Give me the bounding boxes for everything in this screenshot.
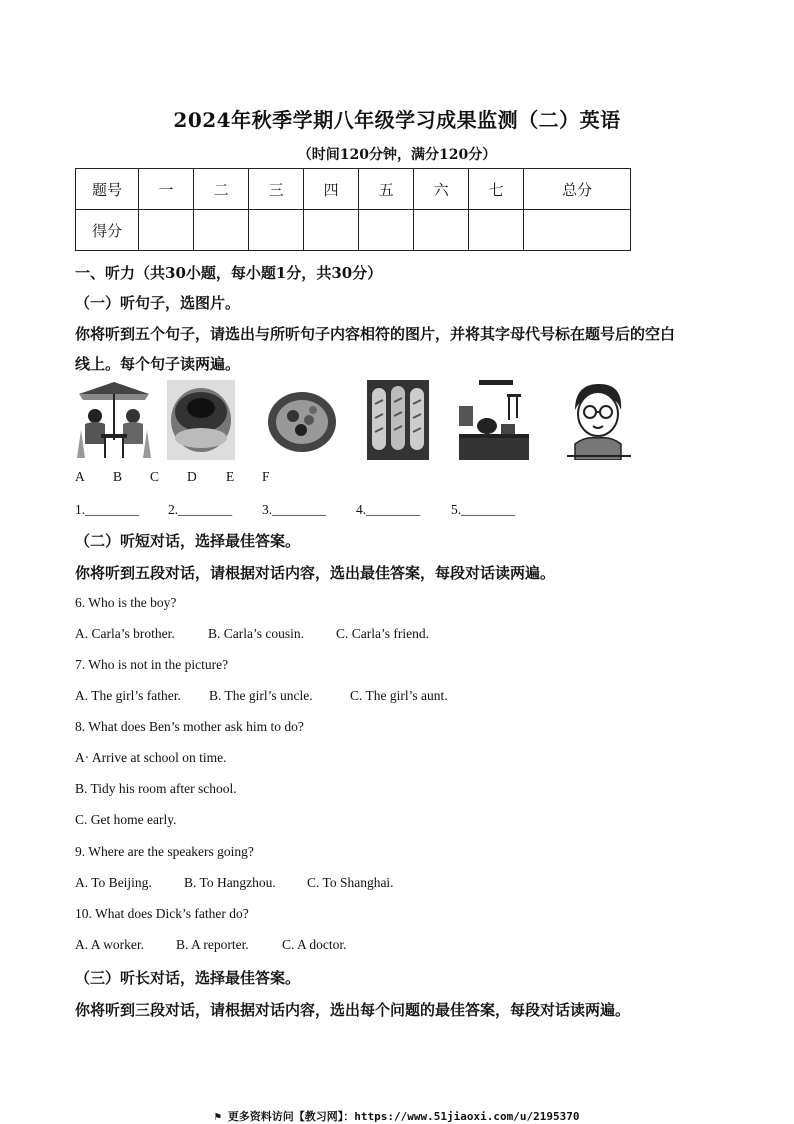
- answer-blank[interactable]: 4.________: [356, 502, 421, 517]
- answer-option[interactable]: B. Tidy his room after school.: [75, 781, 237, 796]
- part3-instruction: 你将听到三段对话，请根据对话内容，选出每个问题的最佳答案，每段对话读两遍。: [75, 1001, 631, 1019]
- answer-option[interactable]: B. The girl’s uncle.: [209, 688, 313, 703]
- page-subtitle: （时间120分钟，满分120分）: [297, 147, 497, 163]
- picture-kitchen-icon: [457, 380, 529, 460]
- footer-text: 更多资料访问【教习网】：https://www.51jiaoxi.com/u/2195370: [227, 1110, 580, 1123]
- question-text: 8. What does Ben’s mother ask him to do?: [75, 719, 304, 734]
- picture-letter: D: [187, 469, 197, 484]
- answer-option[interactable]: B. A reporter.: [176, 937, 249, 952]
- score-cell: 得分: [76, 210, 139, 251]
- score-input-cell[interactable]: [524, 210, 631, 251]
- section-heading: 一、听力（共30小题，每小题1分，共30分）: [75, 264, 383, 282]
- answer-option[interactable]: A. The girl’s father.: [75, 688, 181, 703]
- score-cell: 总分: [524, 169, 631, 210]
- score-cell: 五: [359, 169, 414, 210]
- score-input-cell[interactable]: [194, 210, 249, 251]
- score-cell: 七: [469, 169, 524, 210]
- answer-option[interactable]: B. Carla’s cousin.: [208, 626, 304, 641]
- score-input-cell[interactable]: [249, 210, 304, 251]
- part1-heading: （一）听句子，选图片。: [75, 294, 241, 312]
- picture-dish-icon: [263, 380, 341, 460]
- score-table-score-row: [76, 210, 631, 251]
- picture-boy-icon: [561, 380, 633, 460]
- picture-cafe-icon: [75, 380, 153, 460]
- picture-bread-icon: [367, 380, 429, 460]
- answer-blank[interactable]: 2.________: [168, 502, 233, 517]
- picture-mooncake-icon: [167, 380, 235, 460]
- score-input-cell[interactable]: [359, 210, 414, 251]
- picture-letter: F: [262, 469, 270, 484]
- answer-option[interactable]: A. To Beijing.: [75, 875, 152, 890]
- question-text: 7. Who is not in the picture?: [75, 657, 229, 672]
- part1-instruction: 线上。每个句子读两遍。: [75, 355, 241, 373]
- score-cell: 一: [139, 169, 194, 210]
- part2-instruction: 你将听到五段对话，请根据对话内容，选出最佳答案，每段对话读两遍。: [75, 564, 556, 582]
- picture-letter: C: [150, 469, 160, 484]
- picture-row: [75, 380, 635, 464]
- part2-heading: （二）听短对话，选择最佳答案。: [75, 532, 301, 550]
- page-title: 2024年秋季学期八年级学习成果监测（二）英语: [173, 108, 621, 132]
- picture-letter: B: [113, 469, 123, 484]
- answer-option[interactable]: C. The girl’s aunt.: [350, 688, 448, 703]
- part3-heading: （三）听长对话，选择最佳答案。: [75, 969, 301, 987]
- score-table: [75, 168, 631, 251]
- answer-option[interactable]: A. Carla’s brother.: [75, 626, 175, 641]
- answer-option[interactable]: A. A worker.: [75, 937, 144, 952]
- question-text: 6. Who is the boy?: [75, 595, 177, 610]
- question-text: 10. What does Dick’s father do?: [75, 906, 249, 921]
- answer-option[interactable]: C. Get home early.: [75, 812, 177, 827]
- score-cell: 题号: [76, 169, 139, 210]
- answer-blank[interactable]: 3.________: [262, 502, 327, 517]
- score-table-header-row: [76, 169, 631, 210]
- answer-option[interactable]: C. Carla’s friend.: [336, 626, 429, 641]
- question-text: 9. Where are the speakers going?: [75, 844, 254, 859]
- flag-icon: ⚑: [214, 1110, 222, 1123]
- score-cell: 四: [304, 169, 359, 210]
- picture-letter: A: [75, 469, 85, 484]
- answer-blank[interactable]: 1.________: [75, 502, 140, 517]
- answer-option[interactable]: A· Arrive at school on time.: [75, 750, 227, 765]
- answer-option[interactable]: C. A doctor.: [282, 937, 347, 952]
- footer-link[interactable]: [0, 1108, 794, 1124]
- score-cell: 三: [249, 169, 304, 210]
- score-input-cell[interactable]: [304, 210, 359, 251]
- score-input-cell[interactable]: [469, 210, 524, 251]
- score-input-cell[interactable]: [414, 210, 469, 251]
- score-input-cell[interactable]: [139, 210, 194, 251]
- score-cell: 二: [194, 169, 249, 210]
- answer-option[interactable]: B. To Hangzhou.: [184, 875, 276, 890]
- score-cell: 六: [414, 169, 469, 210]
- answer-blank[interactable]: 5.________: [451, 502, 516, 517]
- answer-option[interactable]: C. To Shanghai.: [307, 875, 394, 890]
- picture-letter: E: [226, 469, 235, 484]
- part1-instruction: 你将听到五个句子，请选出与所听句子内容相符的图片，并将其字母代号标在题号后的空白: [75, 325, 676, 343]
